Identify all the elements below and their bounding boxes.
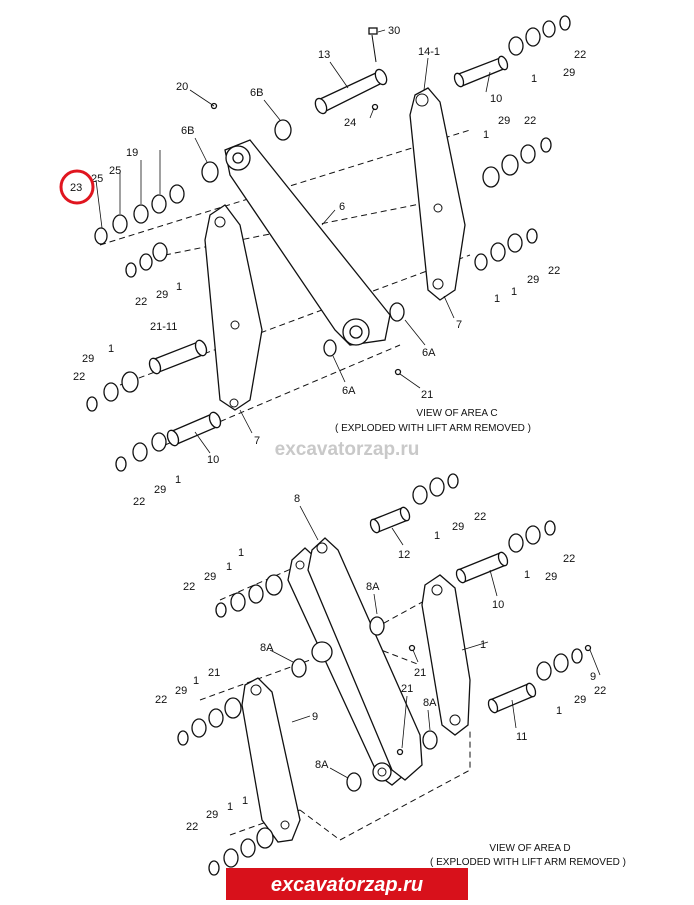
- link-9-left: [242, 678, 300, 842]
- pin-10-top: [453, 55, 510, 88]
- callout: 29: [498, 115, 511, 127]
- callout: 24: [344, 117, 357, 129]
- callout: 1: [227, 801, 234, 813]
- callout: 1: [226, 561, 233, 573]
- callout: 29: [156, 289, 169, 301]
- callout: 6A: [422, 347, 436, 359]
- callout: 8A: [423, 697, 437, 709]
- upper-view-subtitle: ( EXPLODED WITH LIFT ARM REMOVED ): [335, 423, 531, 434]
- callout: 1: [480, 639, 487, 651]
- callout: 8A: [315, 759, 329, 771]
- callout: 21: [414, 667, 427, 679]
- callout: 7: [254, 435, 261, 447]
- callout: 1: [483, 129, 490, 141]
- callout: 1: [108, 343, 115, 355]
- callout: 20: [176, 81, 189, 93]
- callout: 29: [527, 274, 540, 286]
- callout: 1: [494, 293, 501, 305]
- callout: 25: [91, 173, 104, 185]
- callout: 29: [574, 694, 587, 706]
- callout: 29: [545, 571, 558, 583]
- callout: 7: [456, 319, 463, 331]
- callout: 8A: [260, 642, 274, 654]
- pin-21-11: [147, 339, 208, 376]
- link-7-right: [410, 88, 465, 300]
- callout: 22: [155, 694, 168, 706]
- callout: 9: [590, 671, 597, 683]
- callout: 22: [563, 553, 576, 565]
- lower-exploded-view: [155, 474, 626, 875]
- link-9-right: [422, 575, 470, 735]
- callout: 9: [312, 711, 319, 723]
- callout: 6: [339, 201, 346, 213]
- callout: 1: [531, 73, 538, 85]
- callout: 13: [318, 49, 331, 61]
- callout: 29: [175, 685, 188, 697]
- callout: 1: [176, 281, 183, 293]
- callout: 21: [208, 667, 221, 679]
- callout: 22: [73, 371, 86, 383]
- callout: 1: [524, 569, 531, 581]
- callout: 21-11: [150, 321, 178, 333]
- callout: 1: [242, 795, 249, 807]
- callout: 23: [70, 182, 83, 194]
- callout: 14-1: [418, 46, 441, 58]
- callout: 10: [490, 93, 503, 105]
- pin-12: [369, 506, 412, 534]
- callout: 30: [388, 25, 401, 37]
- callout: 29: [563, 67, 576, 79]
- callout: 22: [524, 115, 537, 127]
- callout: 29: [204, 571, 217, 583]
- upper-view-title: VIEW OF AREA C: [416, 408, 498, 419]
- callout: 10: [492, 599, 505, 611]
- callout: 11: [516, 731, 528, 743]
- callout: 1: [434, 530, 441, 542]
- lower-view-subtitle: ( EXPLODED WITH LIFT ARM REMOVED ): [430, 857, 626, 868]
- callout: 21: [401, 683, 414, 695]
- callout: 6A: [342, 385, 356, 397]
- callout: 29: [206, 809, 219, 821]
- pin-10-lower: [165, 411, 222, 448]
- callout: 8A: [366, 581, 380, 593]
- pin-11: [487, 682, 538, 714]
- callout: 22: [183, 581, 196, 593]
- callout: 10: [207, 454, 220, 466]
- callout: 22: [574, 49, 587, 61]
- callout: 22: [186, 821, 199, 833]
- callout: 29: [82, 353, 95, 365]
- callout: 1: [238, 547, 245, 559]
- callout: 29: [452, 521, 465, 533]
- callout: 29: [154, 484, 167, 496]
- callout: 25: [109, 165, 122, 177]
- callout: 8: [294, 493, 301, 505]
- callout: 22: [135, 296, 148, 308]
- lower-view-title: VIEW OF AREA D: [489, 843, 571, 854]
- callout: 6B: [250, 87, 264, 99]
- callout: 21: [421, 389, 434, 401]
- callout: 22: [548, 265, 561, 277]
- callout: 1: [556, 705, 563, 717]
- callout: 1: [511, 286, 518, 298]
- pin-10-lower-view: [455, 551, 510, 584]
- upper-exploded-view: [61, 16, 586, 508]
- callout: 1: [175, 474, 182, 486]
- callout: 1: [193, 675, 200, 687]
- callout: 22: [133, 496, 146, 508]
- callout: 19: [126, 147, 139, 159]
- brand-text: excavatorzap.ru: [270, 874, 424, 896]
- callout: 22: [474, 511, 487, 523]
- callout: 12: [398, 549, 411, 561]
- callout: 22: [594, 685, 607, 697]
- watermark: excavatorzap.ru: [274, 439, 420, 460]
- link-7-left: [205, 205, 262, 410]
- callout: 6B: [181, 125, 195, 137]
